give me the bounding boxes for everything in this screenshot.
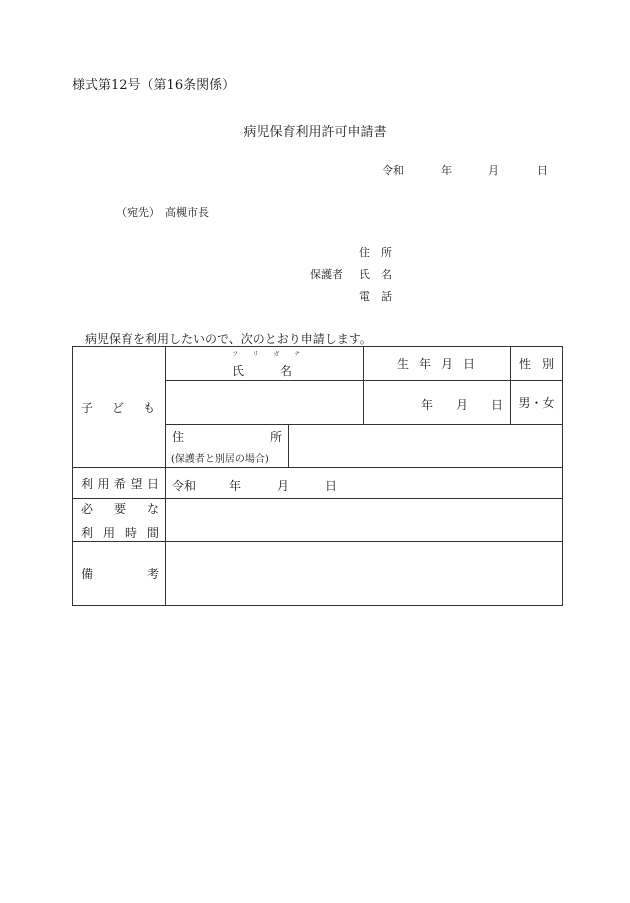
required-time-label-7: 間 <box>146 525 159 540</box>
desired-date-field[interactable] <box>166 468 563 499</box>
furigana-char: ナ <box>293 351 300 358</box>
desired-date-year: 年 <box>229 479 242 493</box>
gender-field[interactable]: 男・女 <box>511 381 563 425</box>
desired-date-label-4: 望 <box>130 476 143 491</box>
furigana-char: リ <box>252 351 259 358</box>
applicant-address-label-2: 所 <box>381 246 392 259</box>
remarks-label-cell <box>73 542 166 606</box>
birth-month-label: 月 <box>456 398 469 412</box>
child-address-field[interactable] <box>289 425 563 468</box>
addressee-prefix: （宛先） <box>116 206 160 219</box>
date-era: 令和 <box>382 164 404 177</box>
required-time-label-6: 時 <box>124 525 137 540</box>
desired-date-era: 令和 <box>172 479 197 493</box>
gender-header-cell <box>511 347 563 381</box>
name-header-cell <box>166 347 364 381</box>
birthdate-header-4: 日 <box>462 357 475 371</box>
birthdate-header-3: 月 <box>440 357 453 371</box>
birthdate-header-2: 年 <box>418 357 431 371</box>
required-time-label-1: 必 <box>81 501 94 516</box>
page-title: 病児保育利用許可申請書 <box>243 125 387 140</box>
applicant-name-label-2: 名 <box>381 268 392 281</box>
submission-date <box>382 162 548 176</box>
child-label-cell <box>73 347 166 468</box>
required-time-field[interactable] <box>166 499 563 542</box>
guardian-label: 保護者 <box>310 268 343 281</box>
birth-year-label: 年 <box>421 398 434 412</box>
desired-date-label-1: 利 <box>81 476 94 491</box>
application-table <box>72 346 563 606</box>
furigana-label <box>232 349 300 358</box>
gender-header-1: 性 <box>519 357 532 371</box>
birthdate-header-1: 生 <box>397 357 410 371</box>
desired-date-day: 日 <box>325 479 338 493</box>
date-year-label: 年 <box>441 164 452 177</box>
remarks-field[interactable] <box>166 542 563 606</box>
birthdate-field[interactable] <box>364 381 511 425</box>
required-time-label-2: 要 <box>113 501 126 516</box>
date-day-label: 日 <box>537 164 548 177</box>
required-time-label-4: 利 <box>81 525 94 540</box>
applicant-phone-label-1: 電 <box>359 290 370 303</box>
child-label-3: も <box>142 400 155 415</box>
date-month-label: 月 <box>488 164 499 177</box>
furigana-char: フ <box>232 351 239 358</box>
applicant-address-label-1: 住 <box>359 246 370 259</box>
gender-header-2: 別 <box>541 357 554 371</box>
remarks-label-2: 考 <box>146 567 159 581</box>
addressee: 高槻市長 <box>165 206 209 219</box>
child-label-1: 子 <box>81 400 94 415</box>
child-address-label-cell <box>166 425 289 468</box>
intro-text: 病児保育を利用したいので、次のとおり申請します。 <box>85 332 372 346</box>
name-header-1: 氏 <box>232 364 245 378</box>
desired-date-label-5: 日 <box>146 476 159 491</box>
required-time-label-cell <box>73 499 166 542</box>
required-time-label-5: 用 <box>102 525 115 540</box>
child-label-2: ど <box>111 400 124 415</box>
desired-date-label-3: 希 <box>113 476 126 491</box>
child-address-label-1: 住 <box>172 429 185 444</box>
desired-date-month: 月 <box>277 479 290 493</box>
required-time-label-3: な <box>146 501 159 516</box>
child-name-field[interactable] <box>166 381 364 425</box>
remarks-label-1: 備 <box>81 567 94 581</box>
desired-date-label-2: 用 <box>97 476 110 491</box>
birthdate-header-cell <box>364 347 511 381</box>
applicant-name-label-1: 氏 <box>359 268 370 281</box>
address-note: (保護者と別居の場合) <box>171 453 269 465</box>
furigana-char: ガ <box>273 351 280 358</box>
form-number: 様式第12号（第16条関係） <box>72 78 236 93</box>
applicant-block <box>310 244 410 306</box>
name-header-2: 名 <box>279 364 292 378</box>
applicant-phone-label-2: 話 <box>381 290 392 303</box>
birth-day-label: 日 <box>491 398 504 412</box>
child-address-label-2: 所 <box>269 429 282 444</box>
desired-date-label-cell <box>73 468 166 499</box>
